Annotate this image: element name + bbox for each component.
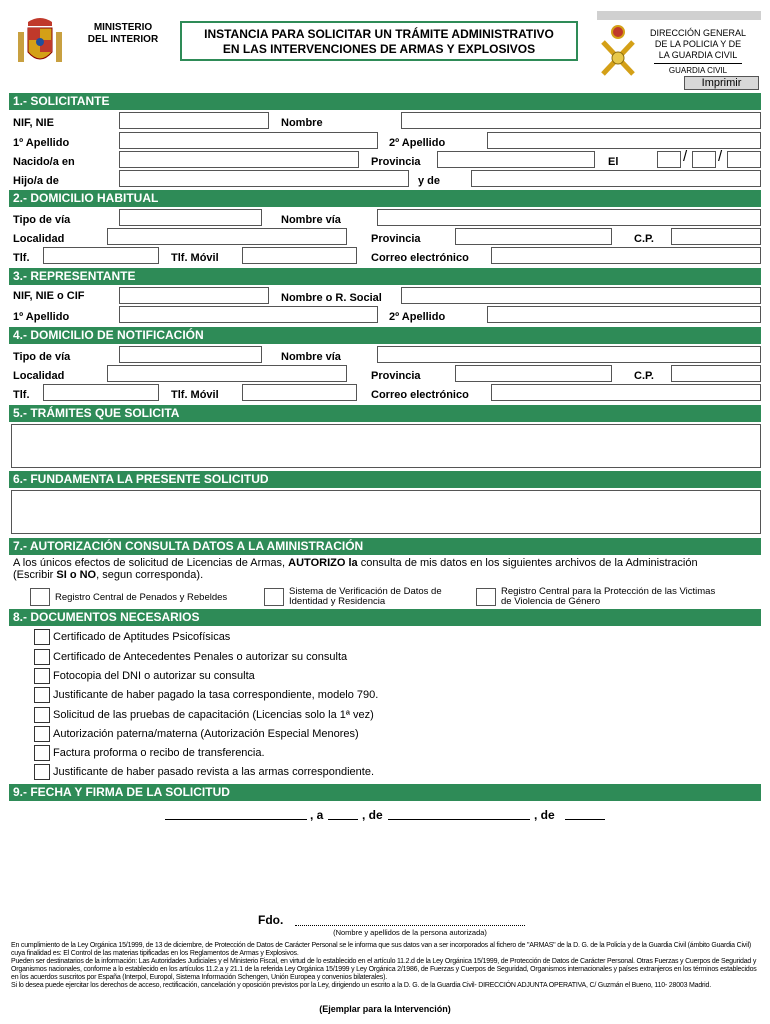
not-correo-label: Correo electrónico [371,389,469,401]
firma-note: (Nombre y apellidos de la persona autorizada) [333,928,487,937]
y-de-label: y de [418,175,441,187]
dg-block: DIRECCIÓN GENERAL DE LA POLICIA Y DE LA GUARDIA CIVIL GUARDIA CIVIL [649,28,747,75]
doc-label: Certificado de Antecedentes Penales o autorizar su consulta [53,651,348,663]
not-tipo-via-input[interactable] [119,346,262,363]
rep-apellido1-label: 1º Apellido [13,311,70,323]
nif-label: NIF, NIE [13,117,54,129]
dia-line[interactable] [328,819,358,820]
not-tlf-movil-input[interactable] [242,384,357,401]
not-localidad-input[interactable] [107,365,347,382]
cp-label: C.P. [634,233,654,245]
tlf-movil-label: Tlf. Móvil [171,252,219,264]
section-fundamenta: 6.- FUNDAMENTA LA PRESENTE SOLICITUD [9,471,761,488]
provincia-nac-label: Provincia [371,156,421,168]
nacido-input[interactable] [119,151,359,168]
coat-of-arms-logo [12,14,68,70]
apellido2-label: 2º Apellido [389,137,446,149]
correo-label: Correo electrónico [371,252,469,264]
section-tramites: 5.- TRÁMITES QUE SOLICITA [9,405,761,422]
nombre-input[interactable] [401,112,761,129]
provincia-input[interactable] [455,228,612,245]
doc-checkbox-dni[interactable] [34,668,50,684]
rep-nif-input[interactable] [119,287,269,304]
tipo-via-input[interactable] [119,209,262,226]
date-separator: / [683,148,688,165]
top-grey-bar [597,11,761,20]
not-cp-label: C.P. [634,370,654,382]
correo-input[interactable] [491,247,761,264]
nombre-label: Nombre [281,117,323,129]
tlf-input[interactable] [43,247,159,264]
not-provincia-label: Provincia [371,370,421,382]
section-documentos: 8.- DOCUMENTOS NECESARIOS [9,609,761,626]
tipo-via-label: Tipo de vía [13,214,71,226]
sep-de1: , de [362,808,383,822]
localidad-input[interactable] [107,228,347,245]
apellido2-input[interactable] [487,132,761,149]
section-autorizacion: 7.- AUTORIZACIÓN CONSULTA DATOS A LA AMINISTRACIÓN [9,538,761,555]
date-separator: / [718,148,723,165]
sep-de2: , de [534,808,555,822]
anio-line[interactable] [565,819,605,820]
firma-line[interactable] [295,925,525,926]
doc-label: Autorización paterna/materna (Autorización Especial Menores) [53,728,359,740]
doc-label: Factura proforma o recibo de transferencia. [53,747,265,759]
doc-checkbox-antecedentes[interactable] [34,649,50,665]
not-nombre-via-label: Nombre vía [281,351,341,363]
hijo-label: Hijo/a de [13,175,59,187]
consent-identidad-box[interactable] [264,588,284,606]
provincia-nac-input[interactable] [437,151,595,168]
doc-checkbox-psicofisicas[interactable] [34,629,50,645]
consent-violencia-label: Registro Central para la Protección de las Victimas de Violencia de Género [501,586,716,607]
apellido1-input[interactable] [119,132,378,149]
tlf-label: Tlf. [13,252,30,264]
padre-input[interactable] [119,170,409,187]
nacido-label: Nacido/a en [13,156,75,168]
ministry-name: MINISTERIO DEL INTERIOR [87,22,159,45]
provincia-label: Provincia [371,233,421,245]
fecha-dia-input[interactable] [657,151,681,168]
consent-penados-box[interactable] [30,588,50,606]
fecha-anio-input[interactable] [727,151,761,168]
doc-checkbox-tasa[interactable] [34,687,50,703]
not-tipo-via-label: Tipo de vía [13,351,71,363]
section-domicilio-notificacion: 4.- DOMICILIO DE NOTIFICACIÓN [9,327,761,344]
tlf-movil-input[interactable] [242,247,357,264]
doc-checkbox-pruebas[interactable] [34,707,50,723]
not-tlf-movil-label: Tlf. Móvil [171,389,219,401]
mes-line[interactable] [388,819,530,820]
doc-label: Fotocopia del DNI o autorizar su consulta [53,670,255,682]
form-title: INSTANCIA PARA SOLICITAR UN TRÁMITE ADMINISTRATIVO EN LAS INTERVENCIONES DE ARMAS Y EXPLOSIVOS [180,21,578,61]
not-localidad-label: Localidad [13,370,65,382]
rep-nombre-label: Nombre o R. Social [281,292,382,304]
legal-text: En cumplimiento de la Ley Orgánica 15/1999, de 13 de diciembre, de Protección de Datos de Carácter Personal se le informa que sus datos van a ser incorporados al fichero de "ARMAS" de la D. G. de la Policía y de la Guardia Civil (ámbito Guardia Civil) cuya finalidad es: El Control de las materias tipificadas en los Reglamentos de Armas y Explosivos. Pueden ser destinatarios de la información: Las Autoridades Judiciales y el Ministerio Fiscal, en virtud de lo establecido en el artículo 11.2.d de la Ley Orgánica 15/1999, de Protección de Datos de Carácter Personal. Otras Fuerzas y Cuerpos de Seguridad y Organismos nacionales, conforme a lo establecido en los artículos 11.2.a y 21.1 de la referida Ley Orgánica 15/1999 y Ley Orgánica 2/1986, de Fuerzas y Cuerpos de Seguridad, Organismos internacionales y países extranjeros en los términos establecidos en los acuerdos suscritos por España (Interpol, Europol, Sistema Información Schengen, Unión Europea y convenios bilaterales). Si lo desea puede ejercitar los derechos de acceso, rectificación, cancelación y oposición previstos por la Ley, dirigiendo un escrito a la D. G. de la Guardia Civil- DIRECCIÓN ADJUNTA OPERATIVA, C/ Guzmán el Bueno, 110- 28003 Madrid. [11,942,757,989]
section-solicitante: 1.- SOLICITANTE [9,93,761,110]
doc-label: Solicitud de las pruebas de capacitación (Licencias solo la 1ª vez) [53,709,374,721]
madre-input[interactable] [471,170,761,187]
localidad-label: Localidad [13,233,65,245]
nombre-via-input[interactable] [377,209,761,226]
doc-label: Justificante de haber pasado revista a las armas correspondiente. [53,766,375,778]
rep-apellido2-input[interactable] [487,306,761,323]
doc-label: Certificado de Aptitudes Psicofísicas [53,631,231,643]
not-tlf-input[interactable] [43,384,159,401]
section-fecha-firma: 9.- FECHA Y FIRMA DE LA SOLICITUD [9,784,761,801]
cp-input[interactable] [671,228,761,245]
consent-identidad-label: Sistema de Verificación de Datos de Identidad y Residencia [289,586,442,607]
not-nombre-via-input[interactable] [377,346,761,363]
not-tlf-label: Tlf. [13,389,30,401]
rep-nif-label: NIF, NIE o CIF [13,290,85,302]
tramites-textarea[interactable] [11,424,761,468]
consent-penados-label: Registro Central de Penados y Rebeldes [55,592,228,603]
guardia-civil-emblem [597,24,639,78]
fdo-label: Fdo. [258,913,284,927]
apellido1-label: 1º Apellido [13,137,70,149]
doc-label: Justificante de haber pagado la tasa correspondiente, modelo 790. [53,689,379,701]
fecha-mes-input[interactable] [692,151,716,168]
fecha-el-label: El [608,156,619,168]
not-provincia-input[interactable] [455,365,612,382]
lugar-line[interactable] [165,819,307,820]
nif-input[interactable] [119,112,269,129]
section-domicilio-habitual: 2.- DOMICILIO HABITUAL [9,190,761,207]
sep-a: , a [310,808,324,822]
autorizacion-text: A los únicos efectos de solicitud de Licencias de Armas, AUTORIZO la consulta de mis datos en los siguientes archivos de la Administración (Escribir SI o NO, segun corresponda). [13,557,698,581]
rep-apellido1-input[interactable] [119,306,378,323]
nombre-via-label: Nombre vía [281,214,341,226]
footer-copy-label: (Ejemplar para la Intervención) [319,1004,451,1014]
rep-apellido2-label: 2º Apellido [389,311,446,323]
doc-checkbox-revista[interactable] [34,764,50,780]
doc-checkbox-factura[interactable] [34,745,50,761]
doc-checkbox-autorizacion[interactable] [34,726,50,742]
not-cp-input[interactable] [671,365,761,382]
not-correo-input[interactable] [491,384,761,401]
section-representante: 3.- REPRESENTANTE [9,268,761,285]
print-button[interactable]: Imprimir [684,76,759,90]
fundamenta-textarea[interactable] [11,490,761,534]
rep-nombre-input[interactable] [401,287,761,304]
consent-violencia-box[interactable] [476,588,496,606]
